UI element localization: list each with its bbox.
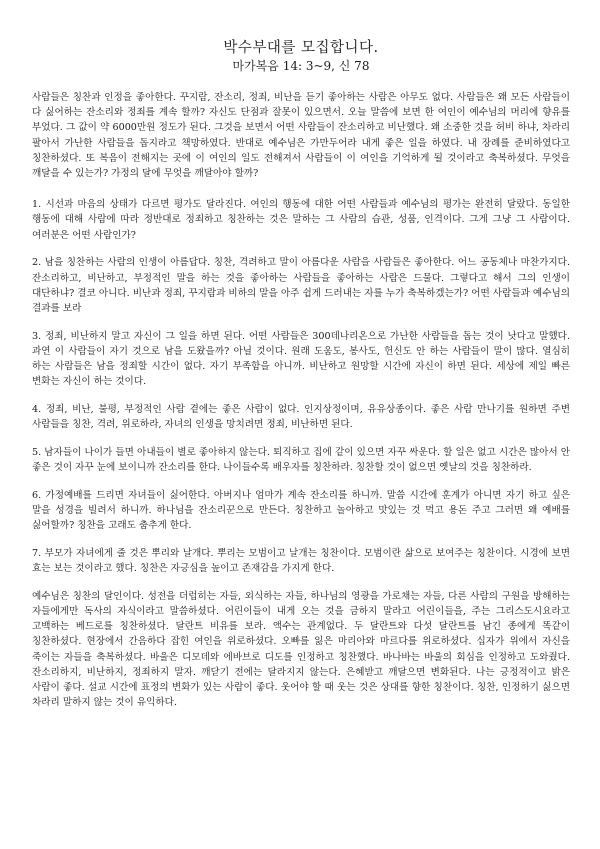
point-6-paragraph: 6. 가정예배를 드리면 자녀들이 싫어한다. 아버지나 엄마가 계속 잔소리를 하니까. 말씀 시간에 훈계가 아니면 자기 하고 싶은 말을 성경을 빌려서 하니까. 하나님을 잔소리꾼으로 만든다. 칭찬하고 놀아하고 맛있는 것 먹고 용돈 주고 그러면 왜 예배를 싫어할까? 칭찬을 고래도 춤추게 한다. bbox=[32, 489, 570, 532]
document-title: 박수부대를 모집합니다. bbox=[223, 40, 379, 56]
point-7-paragraph: 7. 부모가 자녀에게 줄 것은 뿌리와 날개다. 뿌리는 모범이고 날개는 칭찬이다. 모범이란 삶으로 보여주는 칭찬이다. 시경에 보면 효는 보는 것이라고 했다. 칭찬은 자긍심을 높이고 존재감을 가지게 한다. bbox=[32, 547, 570, 575]
intro-paragraph: 사람들은 칭찬과 인정을 좋아한다. 꾸지람, 잔소리, 정죄, 비난을 듣기 좋아하는 사람은 아무도 없다. 사람들은 왜 모든 사람들이 다 싫어하는 잔소리와 정죄를 계속 할까? 자신도 단점과 잘못이 있으면서. 오늘 말씀에 보면 한 여인이 예수님의 머리에 향유를 부었다. 그 값이 약 6000만원 정도가 된다. 그것을 보면서 어떤 사람들이 잔소리하고 비난했다. 왜 소중한 것을 허비 하냐, 차라리 팔아서 가난한 사람들을 돕지라고 책망하였다. 반대로 예수님은 가만두어라 내게 좋은 일을 하였다. 내 장례를 준비하였다고 칭찬하셨다. 또 복음이 전해지는 곳에 이 여인의 일도 전해져서 사람들이 이 여인을 기억하게 될 것이라고 축복하셨다. 무엇을 깨달을 수 있는가? 가정의 달에 무엇을 깨달아야 할까? bbox=[32, 92, 570, 180]
conclusion-paragraph: 예수님은 칭찬의 달인이다. 성전을 더럽히는 자들, 외식하는 자들, 하나님의 영광을 가로채는 자들, 다른 사람의 구원을 방해하는 자들에게만 독사의 자식이라고 말씀하셨다. 어린이들이 내게 오는 것을 금하지 말라고 어린이들을, 주는 그리스도시요라고 고백하는 베드로를 칭찬하셨다. 달란트 비유를 보라. 액수는 관계없다. 두 달란트와 다섯 달란트를 남긴 종에게 똑같이 칭찬하셨다. 현장에서 간음하다 잡힌 여인을 위로하셨다. 오빠를 잃은 마리아와 마르다를 위로하셨다. 십자가 위에서 자신을 죽이는 자들을 축복하셨다. 바울은 디모데와 에바브로 디도를 인정하고 칭찬했다. 바나바는 바울의 회심을 인정하고 도와줬다. 잔소리하지, 비난하지, 정죄하지 말자. 깨닫기 전에는 달라지지 않는다. 은혜받고 깨달으면 변화된다. 나는 긍정적이고 밝은 사람이 좋다. 설교 시간에 표정의 변화가 있는 사람이 좋다. 웃어야 할 때 웃는 것은 상대를 향한 칭찬이다. 칭찬, 인정하기 싫으면 차라리 말하지 않는 것이 유익하다. bbox=[32, 590, 570, 709]
point-4-paragraph: 4. 정죄, 비난, 불평, 부정적인 사람 곁에는 좋은 사람이 없다. 인지상정이며, 유유상종이다. 좋은 사람 만나기를 원하면 주변 사람들을 칭찬, 격려, 위로하라, 자녀의 인생을 망치려면 정죄, 비난하면 된다. bbox=[32, 403, 570, 431]
document-header bbox=[32, 38, 570, 74]
point-5-paragraph: 5. 남자들이 나이가 들면 아내들이 별로 좋아하지 않는다. 퇴직하고 집에 같이 있으면 자꾸 싸운다. 할 일은 없고 시간은 많아서 안 좋은 것이 자꾸 눈에 보이니까 잔소리를 한다. 나이들수록 배우자를 칭찬하라. 칭찬할 것이 없으면 옛날의 것을 칭찬하라. bbox=[32, 446, 570, 474]
point-3-paragraph: 3. 정죄, 비난하지 말고 자신이 그 일을 하면 된다. 어떤 사람들은 300데나리온으로 가난한 사람들을 돕는 것이 낫다고 말했다. 과연 이 사람들이 자기 것으로 남을 도왔을까? 아닐 것이다. 원래 도움도, 봉사도, 헌신도 안 하는 사람들이 말이 많다. 열심히 하는 사람들은 남을 정죄할 시간이 없다. 자기 부족함을 아니까. 비난하고 원망할 시간에 자신이 하면 된다. 세상에 제일 빠른 변화는 자신이 하는 것이다. bbox=[32, 330, 570, 388]
point-1-paragraph: 1. 시선과 마음의 상태가 다르면 평가도 달라진다. 여인의 행동에 대한 어떤 사람들과 예수님의 평가는 완전히 달랐다. 동일한 행동에 대해 사람에 따라 정반대로 정죄하고 칭찬하는 것은 말하는 그 사람의 습관, 성품, 인격이다. 그게 그냥 그 사람이다. 여러분은 어떤 사람인가? bbox=[32, 199, 570, 241]
document-body bbox=[32, 90, 570, 710]
point-2-paragraph: 2. 남을 칭찬하는 사람의 인생이 아름답다. 칭찬, 격려하고 말이 아름다운 사람을 사람들은 좋아한다. 어느 공동체나 마찬가지다. 잔소리하고, 비난하고, 부정적인 말을 하는 것을 좋아하는 사람들을 좋아하는 사람은 드물다. 그렇다고 해서 그의 인생이 대단하냐? 결코 아니다. 비난과 정죄, 꾸지람과 비하의 말을 아주 쉽게 드러내는 자를 누가 축복하겠는가? 어떤 사람들과 예수님의 결과를 보라 bbox=[32, 257, 570, 314]
scripture-reference: 마가복음 14: 3~9, 신 78 bbox=[232, 59, 370, 73]
